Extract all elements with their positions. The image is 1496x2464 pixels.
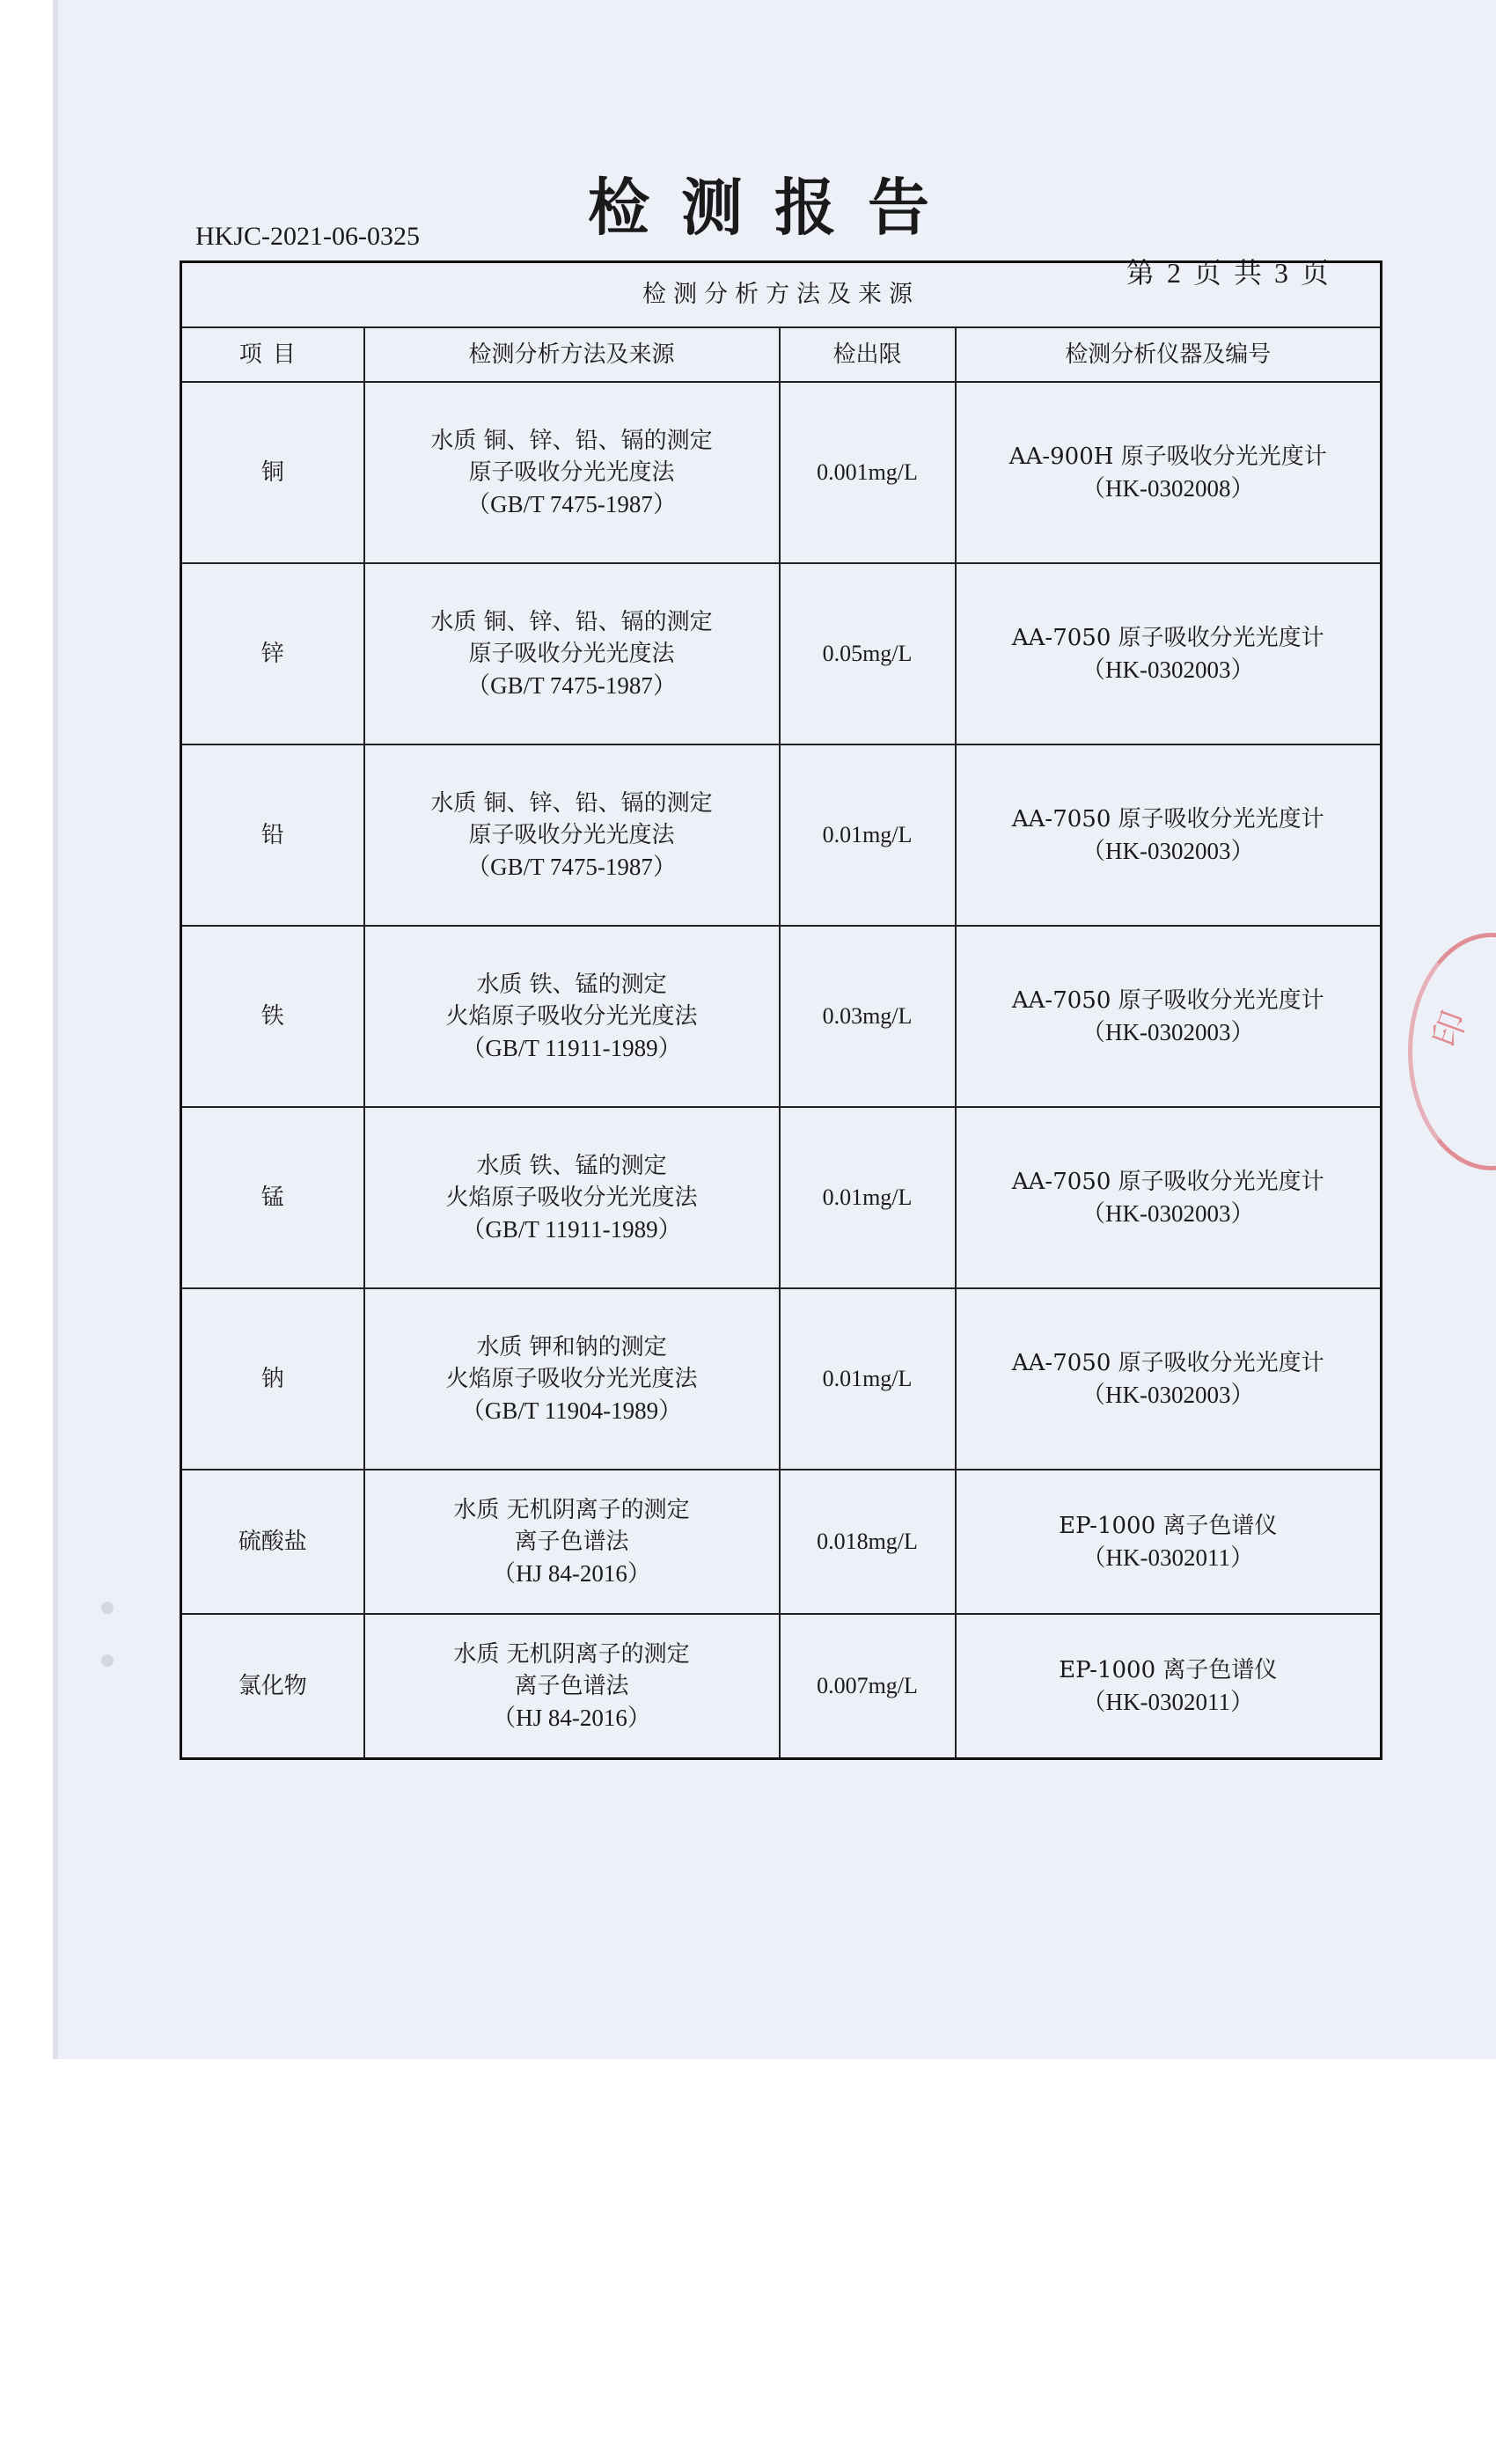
method-line: 原子吸收分光光度法 xyxy=(468,822,675,848)
detection-limit-cell: 0.03mg/L xyxy=(780,926,956,1107)
binder-hole xyxy=(101,1654,114,1667)
item-cell: 硫酸盐 xyxy=(181,1470,364,1614)
column-header-method: 检测分析方法及来源 xyxy=(364,327,780,382)
method-line: （GB/T 7475-1987） xyxy=(466,491,677,517)
table-caption-row xyxy=(181,262,1382,328)
table-row xyxy=(181,1107,1382,1288)
method-line: 离子色谱法 xyxy=(514,1673,629,1699)
item-cell: 铅 xyxy=(181,744,364,926)
binder-hole xyxy=(101,1602,114,1614)
table-row xyxy=(181,1470,1382,1614)
method-line: 水质 无机阴离子的测定 xyxy=(453,1641,690,1668)
detection-limit-cell: 0.01mg/L xyxy=(780,744,956,926)
instrument-cell xyxy=(956,1470,1382,1614)
instrument-line: （HK-0302003） xyxy=(1082,1382,1255,1408)
method-line: 水质 无机阴离子的测定 xyxy=(453,1497,690,1523)
method-line: 火焰原子吸收分光光度法 xyxy=(445,1366,698,1392)
table-row xyxy=(181,744,1382,926)
method-line: 水质 钾和钠的测定 xyxy=(476,1334,667,1360)
table-header-row xyxy=(181,327,1382,382)
method-cell xyxy=(364,382,780,563)
method-line: 水质 铁、锰的测定 xyxy=(476,1153,667,1179)
method-cell xyxy=(364,1614,780,1759)
column-header-instrument: 检测分析仪器及编号 xyxy=(956,327,1382,382)
instrument-line: AA-7050 原子吸收分光光度计 xyxy=(1011,806,1324,832)
table-caption: 检测分析方法及来源 xyxy=(181,262,1382,328)
column-header-limit: 检出限 xyxy=(780,327,956,382)
table-row xyxy=(181,1288,1382,1470)
table-row xyxy=(181,1614,1382,1759)
method-line: 水质 铁、锰的测定 xyxy=(476,972,667,998)
method-table xyxy=(180,260,1382,1760)
item-cell: 钠 xyxy=(181,1288,364,1470)
detection-limit-cell: 0.05mg/L xyxy=(780,563,956,744)
method-line: （HJ 84-2016） xyxy=(492,1560,651,1587)
method-line: 火焰原子吸收分光光度法 xyxy=(445,1184,698,1211)
instrument-line: EP-1000 离子色谱仪 xyxy=(1059,1513,1278,1539)
method-cell xyxy=(364,563,780,744)
instrument-cell xyxy=(956,563,1382,744)
method-line: （HJ 84-2016） xyxy=(492,1705,651,1731)
instrument-line: （HK-0302003） xyxy=(1082,838,1255,864)
instrument-line: （HK-0302003） xyxy=(1082,656,1255,683)
method-cell xyxy=(364,926,780,1107)
method-cell xyxy=(364,1288,780,1470)
instrument-line: AA-7050 原子吸收分光光度计 xyxy=(1011,1169,1324,1195)
instrument-line: AA-7050 原子吸收分光光度计 xyxy=(1011,987,1324,1014)
item-cell: 锌 xyxy=(181,563,364,744)
table-row xyxy=(181,563,1382,744)
instrument-cell xyxy=(956,1614,1382,1759)
column-header-item: 项目 xyxy=(181,327,364,382)
instrument-cell xyxy=(956,744,1382,926)
method-line: 火焰原子吸收分光光度法 xyxy=(445,1003,698,1030)
method-line: 水质 铜、锌、铅、镉的测定 xyxy=(430,790,713,817)
instrument-cell xyxy=(956,1107,1382,1288)
instrument-line: （HK-0302008） xyxy=(1082,475,1255,502)
detection-limit-cell: 0.001mg/L xyxy=(780,382,956,563)
instrument-cell xyxy=(956,1288,1382,1470)
method-line: 水质 铜、锌、铅、镉的测定 xyxy=(430,609,713,635)
instrument-line: （HK-0302003） xyxy=(1082,1019,1255,1045)
method-line: 原子吸收分光光度法 xyxy=(468,459,675,486)
instrument-line: AA-7050 原子吸收分光光度计 xyxy=(1011,1350,1324,1376)
instrument-line: （HK-0302011） xyxy=(1082,1544,1254,1571)
detection-limit-cell: 0.018mg/L xyxy=(780,1470,956,1614)
item-cell: 锰 xyxy=(181,1107,364,1288)
method-line: （GB/T 11911-1989） xyxy=(461,1035,682,1061)
method-cell xyxy=(364,744,780,926)
method-line: （GB/T 7475-1987） xyxy=(466,854,677,880)
item-cell: 氯化物 xyxy=(181,1614,364,1759)
method-cell xyxy=(364,1470,780,1614)
table-row xyxy=(181,926,1382,1107)
detection-limit-cell: 0.01mg/L xyxy=(780,1107,956,1288)
table-body xyxy=(181,382,1382,1759)
method-line: （GB/T 11904-1989） xyxy=(460,1397,683,1424)
method-line: （GB/T 11911-1989） xyxy=(461,1216,682,1243)
method-line: 离子色谱法 xyxy=(514,1529,629,1555)
item-cell: 铜 xyxy=(181,382,364,563)
instrument-line: EP-1000 离子色谱仪 xyxy=(1059,1657,1278,1683)
detection-limit-cell: 0.01mg/L xyxy=(780,1288,956,1470)
method-cell xyxy=(364,1107,780,1288)
page-indicator: 第 2 页 共 3 页 xyxy=(1126,257,1330,289)
report-number: HKJC-2021-06-0325 xyxy=(195,222,420,251)
seal-stamp-fragment: 印 xyxy=(1425,1006,1476,1053)
method-line: 水质 铜、锌、铅、镉的测定 xyxy=(430,428,713,454)
item-cell: 铁 xyxy=(181,926,364,1107)
instrument-line: AA-7050 原子吸收分光光度计 xyxy=(1011,625,1324,651)
instrument-cell xyxy=(956,926,1382,1107)
table-row xyxy=(181,382,1382,563)
detection-limit-cell: 0.007mg/L xyxy=(780,1614,956,1759)
instrument-line: AA-900H 原子吸收分光光度计 xyxy=(1008,444,1327,470)
report-title: 检测报告 xyxy=(588,171,961,244)
method-line: 原子吸收分光光度法 xyxy=(468,641,675,667)
scan-edge xyxy=(53,0,58,2059)
instrument-line: （HK-0302011） xyxy=(1082,1689,1254,1715)
instrument-cell xyxy=(956,382,1382,563)
method-line: （GB/T 7475-1987） xyxy=(466,672,677,699)
instrument-line: （HK-0302003） xyxy=(1082,1200,1255,1227)
